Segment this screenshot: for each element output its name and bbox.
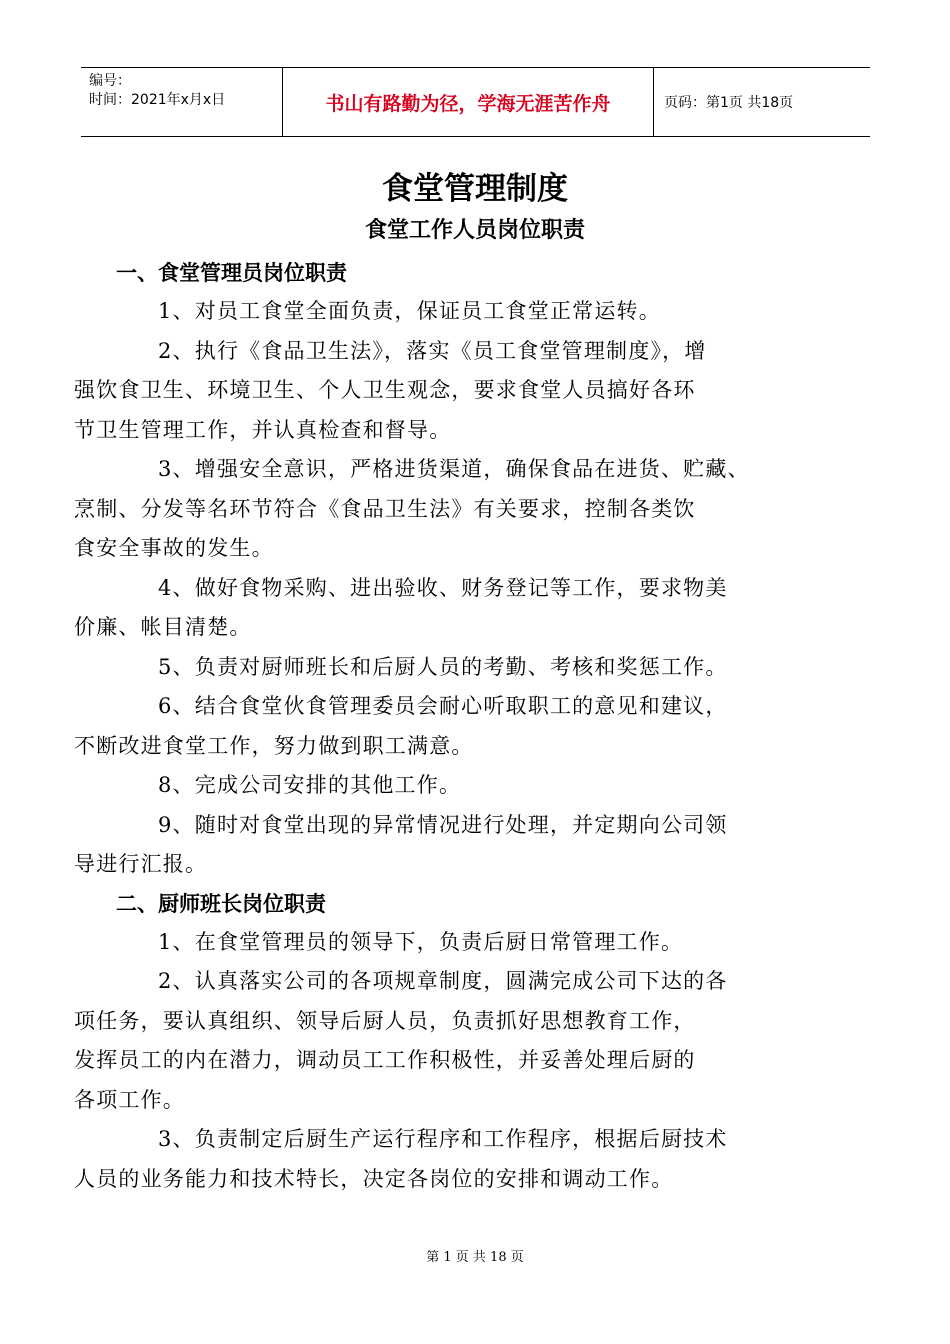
- paragraph-line: 5、负责对厨师班长和后厨人员的考勤、考核和奖惩工作。: [158, 654, 728, 679]
- paragraph-line: 人员的业务能力和技术特长，决定各岗位的安排和调动工作。: [74, 1166, 674, 1191]
- paragraph-line: 3、增强安全意识，严格进货渠道，确保食品在进货、贮藏、: [158, 457, 750, 481]
- paragraph: [116, 292, 840, 332]
- paragraph-line: 价廉、帐目清楚。: [74, 615, 252, 639]
- paragraph: [74, 687, 840, 766]
- number-label: 编号：: [89, 73, 131, 89]
- document-subtitle: 食堂工作人员岗位职责: [364, 218, 585, 243]
- paragraph-line: 4、做好食物采购、进出验收、财务登记等工作，要求物美: [158, 575, 728, 600]
- paragraph-line: 9、随时对食堂出现的异常情况进行处理，并定期向公司领: [158, 812, 728, 837]
- section-heading: 二、厨师班长岗位职责: [116, 891, 326, 916]
- paragraph-line: 项任务，要认真组织、领导后厨人员，负责抓好思想教育工作，: [74, 1008, 696, 1033]
- paragraph-line: 1、在食堂管理员的领导下，负责后厨日常管理工作。: [158, 929, 684, 954]
- paragraph-line: 发挥员工的内在潜力，调动员工工作积极性，并妥善处理后厨的: [74, 1048, 696, 1072]
- paragraph-line: 2、执行《食品卫生法》，落实《员工食堂管理制度》，增: [158, 338, 707, 363]
- paragraph-line: 1、对员工食堂全面负责，保证员工食堂正常运转。: [158, 299, 661, 323]
- paragraph: [116, 923, 840, 963]
- paragraph-line: 食安全事故的发生。: [74, 536, 274, 560]
- header-meta: [81, 68, 283, 136]
- section-heading: 一、食堂管理员岗位职责: [116, 261, 347, 285]
- paragraph: [74, 450, 840, 569]
- paragraph-line: 强饮食卫生、环境卫生、个人卫生观念，要求食堂人员搞好各环: [74, 378, 696, 402]
- paragraph-line: 6、结合食堂伙食管理委员会耐心听取职工的意见和建议，: [158, 694, 728, 718]
- paragraph: [74, 806, 840, 885]
- paragraph-line: 导进行汇报。: [74, 852, 208, 876]
- page-footer: 第 1 页 共 18 页: [426, 1250, 524, 1265]
- paragraph: [74, 1120, 840, 1199]
- paragraph-line: 烹制、分发等名环节符合《食品卫生法》有关要求，控制各类饮: [74, 496, 696, 521]
- document-title: 食堂管理制度: [382, 171, 568, 207]
- paragraph-line: 2、认真落实公司的各项规章制度，圆满完成公司下达的各: [158, 969, 728, 993]
- time-label: 时间：2021年x月x日: [89, 92, 226, 108]
- header-motto: 书山有路勤为径，学海无涯苦作舟: [283, 68, 654, 136]
- header-page-code: 页码：第1页 共18页: [664, 95, 794, 111]
- paragraph-line: 8、完成公司安排的其他工作。: [158, 773, 462, 797]
- paragraph: [116, 648, 840, 688]
- paragraph-line: 各项工作。: [74, 1087, 185, 1112]
- paragraph: [74, 332, 840, 451]
- paragraph-line: 3、负责制定后厨生产运行程序和工作程序，根据后厨技术: [158, 1127, 728, 1151]
- paragraph: [116, 766, 840, 806]
- header-table: [81, 67, 870, 137]
- paragraph-line: 不断改进食堂工作，努力做到职工满意。: [74, 733, 474, 758]
- document-body: [74, 254, 840, 1199]
- paragraph: [74, 569, 840, 648]
- paragraph: [74, 962, 840, 1120]
- paragraph-line: 节卫生管理工作，并认真检查和督导。: [74, 417, 452, 442]
